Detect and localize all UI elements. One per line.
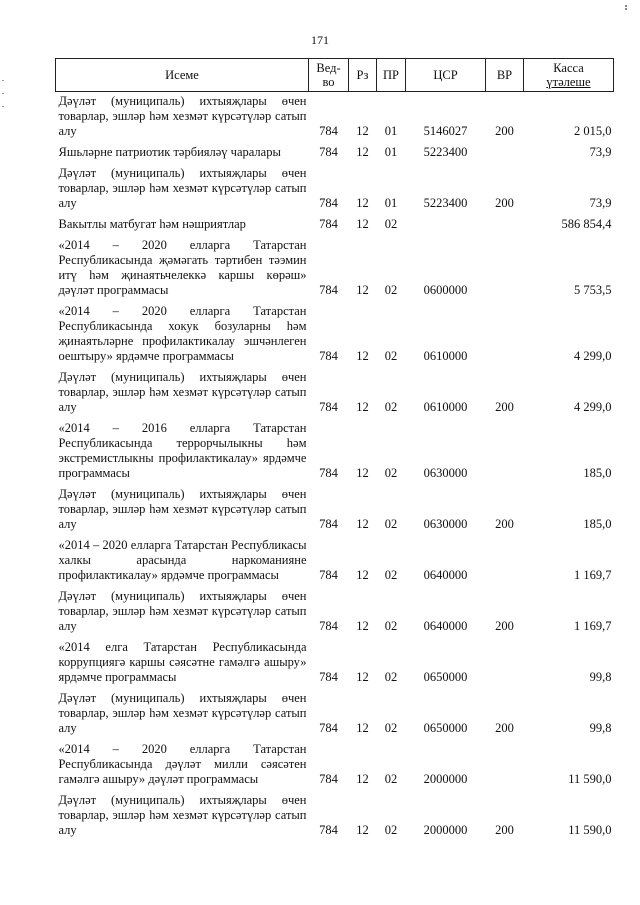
cell-vr: 200	[495, 400, 514, 414]
cell-name: «2014 – 2016 елларга Татарстан Республикасында террорчылыкны һәм экстремистлыкны профилактикалау» ярдәмче программасы	[58, 421, 307, 480]
cell-rz: 12	[356, 217, 369, 231]
table-row	[56, 536, 614, 587]
cell-csr: 0640000	[423, 619, 468, 633]
cell-csr: 2000000	[423, 823, 468, 837]
cell-vr	[486, 215, 524, 236]
cell-ved: 784	[319, 721, 338, 735]
header-kassa-line1: Касса	[553, 61, 584, 75]
table-row	[56, 740, 614, 791]
cell-rz: 12	[356, 349, 369, 363]
budget-table	[55, 58, 614, 842]
cell-csr: 0630000	[423, 466, 468, 480]
cell-name: Дәүләт (муниципаль) ихтыяҗлары өчен товарлар, эшләр һәм хезмәт күрсәтүләр сатып алу	[58, 94, 307, 138]
cell-vr: 200	[495, 823, 514, 837]
cell-pr: 02	[384, 823, 398, 837]
cell-csr: 5223400	[423, 145, 468, 159]
cell-name: Дәүләт (муниципаль) ихтыяҗлары өчен товарлар, эшләр һәм хезмәт күрсәтүләр сатып алу	[58, 370, 307, 414]
cell-pr: 01	[384, 196, 398, 210]
cell-name: Вакытлы матбугат һәм нәшриятлар	[58, 217, 246, 231]
cell-rz: 12	[356, 721, 369, 735]
cell-pr: 02	[384, 568, 398, 582]
table-row	[56, 689, 614, 740]
header-ved	[309, 59, 349, 92]
cell-vr: 200	[495, 124, 514, 138]
cell-csr	[406, 215, 486, 236]
cell-ved: 784	[319, 283, 338, 297]
cell-name: «2014 – 2020 елларга Татарстан Республикасында хокук бозуларны һәм җинаятьләрне профилактикалау эшчәнлеген оештыру» ярдәмче программасы	[58, 304, 307, 363]
cell-kassa: 1 169,7	[574, 619, 612, 633]
cell-name: Дәүләт (муниципаль) ихтыяҗлары өчен товарлар, эшләр һәм хезмәт күрсәтүләр сатып алу	[58, 166, 307, 210]
cell-ved: 784	[319, 217, 338, 231]
cell-ved: 784	[319, 400, 338, 414]
cell-ved: 784	[319, 823, 338, 837]
cell-ved: 784	[319, 517, 338, 531]
cell-kassa: 99,8	[589, 670, 612, 684]
cell-kassa: 11 590,0	[568, 823, 612, 837]
table-row	[56, 302, 614, 368]
cell-pr: 02	[384, 349, 398, 363]
header-kassa	[524, 59, 614, 92]
cell-ved: 784	[319, 466, 338, 480]
cell-ved: 784	[319, 196, 338, 210]
cell-kassa: 185,0	[583, 466, 612, 480]
cell-name: Яшьләрне патриотик тәрбияләү чаралары	[58, 145, 281, 159]
cell-kassa: 185,0	[583, 517, 612, 531]
cell-rz: 12	[356, 145, 369, 159]
cell-csr: 0630000	[423, 517, 468, 531]
cell-name: Дәүләт (муниципаль) ихтыяҗлары өчен товарлар, эшләр һәм хезмәт күрсәтүләр сатып алу	[58, 487, 307, 531]
table-row	[56, 587, 614, 638]
cell-rz: 12	[356, 283, 369, 297]
cell-vr	[486, 302, 524, 368]
cell-kassa: 2 015,0	[574, 124, 612, 138]
table-row	[56, 368, 614, 419]
cell-vr	[486, 143, 524, 164]
cell-rz: 12	[356, 466, 369, 480]
cell-pr: 02	[384, 772, 398, 786]
cell-vr	[486, 536, 524, 587]
cell-vr: 200	[495, 196, 514, 210]
cell-csr: 0610000	[423, 400, 468, 414]
cell-kassa: 73,9	[589, 196, 612, 210]
cell-pr: 01	[384, 145, 398, 159]
cell-vr: 200	[495, 721, 514, 735]
header-ved-line1: Вед-	[316, 61, 341, 75]
cell-csr: 0610000	[423, 349, 468, 363]
cell-rz: 12	[356, 772, 369, 786]
cell-pr: 02	[384, 619, 398, 633]
cell-name: «2014 елга Татарстан Республикасында коррупциягә каршы сәясәтне гамәлгә ашыру» ярдәмче программасы	[58, 640, 307, 684]
cell-pr: 02	[384, 217, 398, 231]
cell-vr: 200	[495, 619, 514, 633]
cell-name: Дәүләт (муниципаль) ихтыяҗлары өчен товарлар, эшләр һәм хезмәт күрсәтүләр сатып алу	[58, 589, 307, 633]
cell-kassa: 5 753,5	[574, 283, 612, 297]
scan-margin-marks	[2, 80, 6, 120]
cell-rz: 12	[356, 124, 369, 138]
cell-name: Дәүләт (муниципаль) ихтыяҗлары өчен товарлар, эшләр һәм хезмәт күрсәтүләр сатып алу	[58, 793, 307, 837]
cell-name: Дәүләт (муниципаль) ихтыяҗлары өчен товарлар, эшләр һәм хезмәт күрсәтүләр сатып алу	[58, 691, 307, 735]
cell-vr: 200	[495, 517, 514, 531]
cell-kassa: 1 169,7	[574, 568, 612, 582]
cell-vr	[486, 236, 524, 302]
cell-ved: 784	[319, 772, 338, 786]
table-row	[56, 143, 614, 164]
table-row	[56, 92, 614, 144]
cell-kassa: 586 854,4	[561, 217, 612, 231]
cell-csr: 0650000	[423, 721, 468, 735]
table-row	[56, 236, 614, 302]
header-pr: ПР	[377, 59, 406, 92]
scan-corner-mark	[624, 4, 632, 12]
cell-rz: 12	[356, 823, 369, 837]
cell-rz: 12	[356, 619, 369, 633]
cell-name: «2014 – 2020 елларга Татарстан Республикасында җәмәгать тәртибен тәэмин итү һәм җинаятьчелеккә каршы көрәш» дәүләт программасы	[58, 238, 307, 297]
cell-vr	[486, 419, 524, 485]
table-row	[56, 164, 614, 215]
cell-ved: 784	[319, 670, 338, 684]
table-row	[56, 638, 614, 689]
cell-pr: 02	[384, 517, 398, 531]
cell-pr: 01	[384, 124, 398, 138]
cell-name: «2014 – 2020 елларга Татарстан Республикасында дәүләт милли сәясәтен гамәлгә ашыру» дәүләт программасы	[58, 742, 307, 786]
table-header-row	[56, 59, 614, 92]
cell-pr: 02	[384, 283, 398, 297]
header-csr: ЦСР	[406, 59, 486, 92]
cell-kassa: 4 299,0	[574, 400, 612, 414]
header-name: Исеме	[56, 59, 309, 92]
table-row	[56, 419, 614, 485]
cell-pr: 02	[384, 670, 398, 684]
cell-kassa: 73,9	[589, 145, 612, 159]
header-vr: ВР	[486, 59, 524, 92]
cell-rz: 12	[356, 568, 369, 582]
header-ved-line2: во	[322, 75, 335, 89]
cell-kassa: 99,8	[589, 721, 612, 735]
cell-kassa: 4 299,0	[574, 349, 612, 363]
cell-rz: 12	[356, 517, 369, 531]
cell-pr: 02	[384, 466, 398, 480]
cell-vr	[486, 638, 524, 689]
cell-ved: 784	[319, 568, 338, 582]
cell-csr: 5223400	[423, 196, 468, 210]
header-kassa-line2: үтәлеше	[546, 75, 591, 89]
cell-csr: 0600000	[423, 283, 468, 297]
cell-ved: 784	[319, 349, 338, 363]
cell-csr: 5146027	[423, 124, 468, 138]
cell-pr: 02	[384, 721, 398, 735]
cell-csr: 2000000	[423, 772, 468, 786]
cell-ved: 784	[319, 145, 338, 159]
table-row	[56, 791, 614, 842]
table-body	[56, 92, 614, 843]
page-number: 171	[311, 33, 329, 47]
cell-csr: 0640000	[423, 568, 468, 582]
header-rz: Рз	[349, 59, 377, 92]
cell-pr: 02	[384, 400, 398, 414]
table-row	[56, 485, 614, 536]
cell-ved: 784	[319, 124, 338, 138]
cell-name: «2014 – 2020 елларга Татарстан Республикасы халкы арасында наркоманияне профилактикалау» ярдәмче программасы	[58, 538, 307, 582]
cell-csr: 0650000	[423, 670, 468, 684]
cell-rz: 12	[356, 400, 369, 414]
cell-kassa: 11 590,0	[568, 772, 612, 786]
cell-rz: 12	[356, 196, 369, 210]
cell-vr	[486, 740, 524, 791]
cell-rz: 12	[356, 670, 369, 684]
cell-ved: 784	[319, 619, 338, 633]
table-row	[56, 215, 614, 236]
